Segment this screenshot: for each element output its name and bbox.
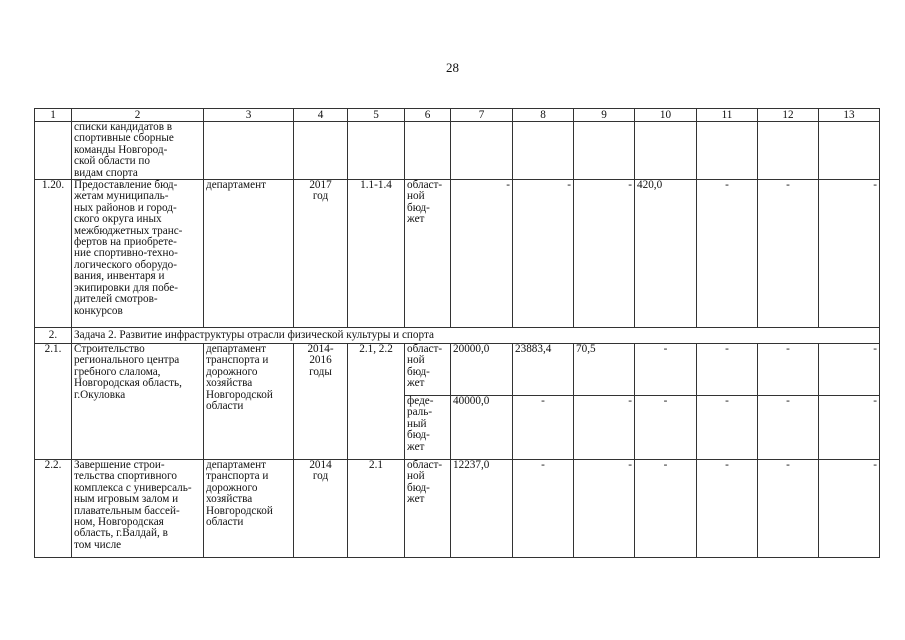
cell-c10: 420,0 xyxy=(635,180,697,328)
cell-c10: - xyxy=(635,460,697,558)
cell-c12 xyxy=(758,122,819,180)
cell-indicator: 2.1 xyxy=(348,460,405,558)
cell-c7: - xyxy=(451,180,513,328)
cell-source: област- ной бюд- жет xyxy=(405,344,451,396)
cell-c12: - xyxy=(758,460,819,558)
cell-description: Завершение строи- тельства спортивного комплекса с универсаль- ным игровым залом и плавательным бассей- ном, Новгородская область, г.Валдай, в том числе xyxy=(72,460,204,558)
cell-num xyxy=(35,122,72,180)
cell-num: 2.1. xyxy=(35,344,72,460)
table-row-2-2 xyxy=(35,460,880,558)
cell-c9: 70,5 xyxy=(574,344,635,396)
cell-indicator: 1.1-1.4 xyxy=(348,180,405,328)
cell-c12: - xyxy=(758,180,819,328)
cell-num: 2.2. xyxy=(35,460,72,558)
task-heading: Задача 2. Развитие инфраструктуры отрасли физической культуры и спорта xyxy=(72,328,880,344)
cell-indicator xyxy=(348,122,405,180)
column-header: 11 xyxy=(697,109,758,122)
cell-c7: 20000,0 xyxy=(451,344,513,396)
cell-c11: - xyxy=(697,396,758,460)
cell-period xyxy=(294,122,348,180)
column-header: 6 xyxy=(405,109,451,122)
cell-c13: - xyxy=(819,180,880,328)
column-header: 2 xyxy=(72,109,204,122)
cell-c10: - xyxy=(635,396,697,460)
cell-c10 xyxy=(635,122,697,180)
cell-executor: департамент xyxy=(204,180,294,328)
column-header: 10 xyxy=(635,109,697,122)
program-activities-table xyxy=(34,108,880,558)
column-header: 5 xyxy=(348,109,405,122)
cell-c12: - xyxy=(758,344,819,396)
column-header: 3 xyxy=(204,109,294,122)
cell-c11: - xyxy=(697,344,758,396)
cell-c12: - xyxy=(758,396,819,460)
cell-c8: - xyxy=(513,396,574,460)
cell-executor: департамент транспорта и дорожного хозяйства Новгородской области xyxy=(204,460,294,558)
cell-description: Строительство регионального центра гребного слалома, Новгородская область, г.Окуловка xyxy=(72,344,204,460)
cell-executor: департамент транспорта и дорожного хозяйства Новгородской области xyxy=(204,344,294,460)
table-row-1-20 xyxy=(35,180,880,328)
cell-period: 2014- 2016 годы xyxy=(294,344,348,460)
table-row-2-1 xyxy=(35,344,880,396)
cell-c11: - xyxy=(697,460,758,558)
task-2-row xyxy=(35,328,880,344)
column-header: 9 xyxy=(574,109,635,122)
cell-c13: - xyxy=(819,344,880,396)
cell-source: област- ной бюд- жет xyxy=(405,460,451,558)
cell-c13: - xyxy=(819,396,880,460)
column-number-header-row xyxy=(35,109,880,122)
cell-source xyxy=(405,122,451,180)
cell-num: 1.20. xyxy=(35,180,72,328)
cell-c8: - xyxy=(513,180,574,328)
cell-c8: 23883,4 xyxy=(513,344,574,396)
column-header: 13 xyxy=(819,109,880,122)
cell-c7: 12237,0 xyxy=(451,460,513,558)
cell-c8: - xyxy=(513,460,574,558)
cell-source: феде- раль- ный бюд- жет xyxy=(405,396,451,460)
cell-description: списки кандидатов в спортивные сборные команды Новгород- ской области по видам спорта xyxy=(72,122,204,180)
cell-c13 xyxy=(819,122,880,180)
cell-c11: - xyxy=(697,180,758,328)
column-header: 8 xyxy=(513,109,574,122)
cell-c13: - xyxy=(819,460,880,558)
cell-source: област- ной бюд- жет xyxy=(405,180,451,328)
cell-c8 xyxy=(513,122,574,180)
cell-description: Предоставление бюд- жетам муниципаль- ных районов и город- ского округа иных межбюджетных транс- фертов на приобрете- ние спортивно-техно- логического оборудо- вания, инвентаря и экипировки для побе- дителей смотров- конкурсов xyxy=(72,180,204,328)
cell-c9: - xyxy=(574,180,635,328)
column-header: 1 xyxy=(35,109,72,122)
cell-c9: - xyxy=(574,460,635,558)
cell-c10: - xyxy=(635,344,697,396)
table-row-continued xyxy=(35,122,880,180)
page-number: 28 xyxy=(446,60,459,75)
cell-indicator: 2.1, 2.2 xyxy=(348,344,405,460)
cell-c9: - xyxy=(574,396,635,460)
cell-num: 2. xyxy=(35,328,72,344)
cell-period: 2014 год xyxy=(294,460,348,558)
column-header: 4 xyxy=(294,109,348,122)
cell-c9 xyxy=(574,122,635,180)
cell-period: 2017 год xyxy=(294,180,348,328)
cell-c7 xyxy=(451,122,513,180)
cell-c11 xyxy=(697,122,758,180)
column-header: 7 xyxy=(451,109,513,122)
column-header: 12 xyxy=(758,109,819,122)
cell-executor xyxy=(204,122,294,180)
cell-c7: 40000,0 xyxy=(451,396,513,460)
